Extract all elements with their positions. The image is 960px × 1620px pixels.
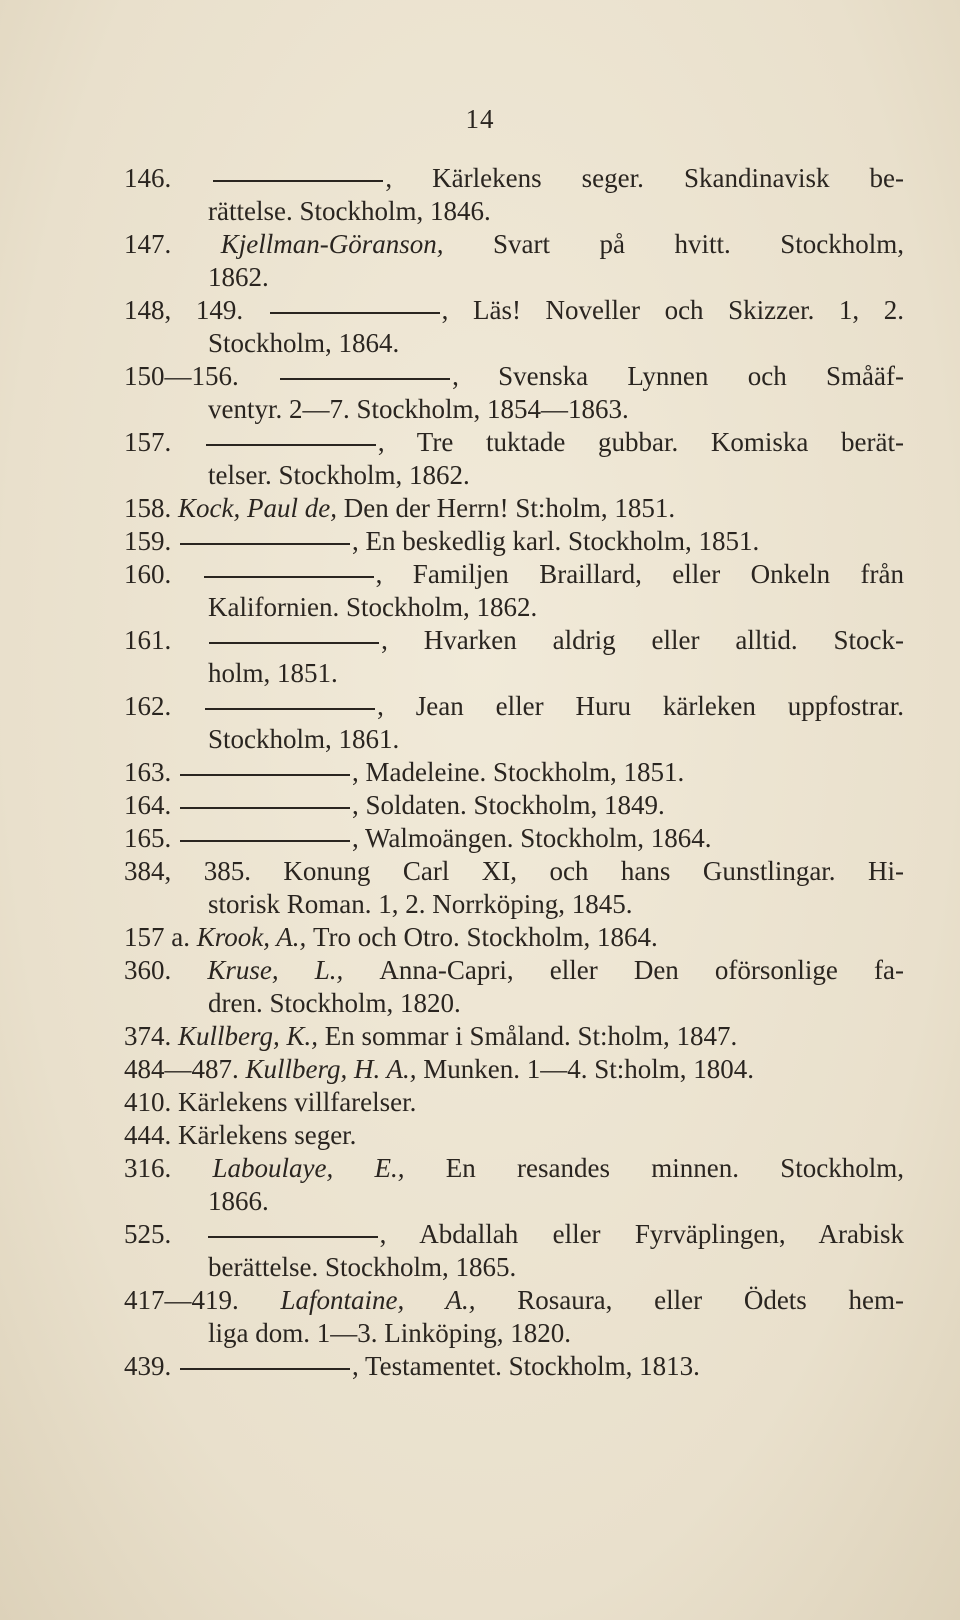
entry-author: Kullberg, H. A., [245, 1054, 424, 1084]
ditto-dash [180, 1368, 350, 1370]
entry-line [124, 657, 904, 690]
entry-text: , Soldaten. Stockholm, 1849. [352, 790, 665, 820]
ditto-dash [213, 180, 383, 182]
entry-text: Kärlekens villfarelser. [178, 1087, 417, 1117]
catalog-entry [124, 624, 904, 690]
page-number: 14 [465, 104, 495, 134]
catalog-entry [124, 855, 904, 921]
entry-line [124, 624, 904, 657]
entry-text: liga dom. 1—3. Linköping, 1820. [208, 1318, 571, 1348]
entry-text: Svart på hvitt. Stockholm, [493, 229, 904, 259]
entry-text: 1862. [208, 262, 269, 292]
entry-number: 159. [124, 526, 178, 556]
entry-number: 157 a. [124, 922, 197, 952]
entry-line [124, 921, 904, 954]
entry-line [124, 1152, 904, 1185]
ditto-dash [180, 807, 350, 809]
catalog-entry [124, 822, 904, 855]
entry-line [124, 690, 904, 723]
ditto-dash [204, 576, 374, 578]
entry-line [124, 162, 904, 195]
ditto-dash [180, 543, 350, 545]
catalog-entry [124, 1020, 904, 1053]
catalog-entry [124, 1350, 904, 1383]
entry-text: , Testamentet. Stockholm, 1813. [352, 1351, 700, 1381]
entry-text: Munken. 1—4. St:holm, 1804. [423, 1054, 755, 1084]
entry-number: 384, 385. [124, 856, 284, 886]
entry-text: , Läs! Noveller och Skizzer. 1, 2. [441, 295, 905, 325]
entry-text: , Jean eller Huru kärleken uppfostrar. [377, 691, 904, 721]
entry-line [124, 1317, 904, 1350]
catalog-entry [124, 921, 904, 954]
ditto-dash [180, 840, 350, 842]
entry-number: 417—419. [124, 1285, 281, 1315]
ditto-dash [206, 444, 376, 446]
entry-author: Kruse, L., [207, 955, 380, 985]
entry-text: Anna-Capri, eller Den oförsonlige fa- [379, 955, 904, 985]
entry-text: , Abdallah eller Fyrväplingen, Arabisk [379, 1219, 904, 1249]
entry-number: 158. [124, 493, 178, 523]
entry-line [124, 459, 904, 492]
entry-list [124, 162, 904, 1383]
catalog-entry [124, 954, 904, 1020]
entry-line [124, 1350, 904, 1383]
entry-line [124, 954, 904, 987]
entry-text: Stockholm, 1861. [208, 724, 400, 754]
entry-number: 148, 149. [124, 295, 268, 325]
entry-line [124, 558, 904, 591]
entry-text: Tro och Otro. Stockholm, 1864. [313, 922, 658, 952]
entry-author: Krook, A., [196, 922, 313, 952]
entry-author: Kjellman-Göranson, [220, 229, 493, 259]
entry-text: Kalifornien. Stockholm, 1862. [208, 592, 538, 622]
entry-text: ventyr. 2—7. Stockholm, 1854—1863. [208, 394, 629, 424]
ditto-dash [209, 642, 379, 644]
catalog-entry [124, 1152, 904, 1218]
entry-text: , Svenska Lynnen och Småäf- [452, 361, 904, 391]
catalog-entry [124, 1284, 904, 1350]
ditto-dash [280, 378, 450, 380]
entry-text: telser. Stockholm, 1862. [208, 460, 470, 490]
entry-number: 374. [124, 1021, 178, 1051]
entry-line [124, 1020, 904, 1053]
entry-number: 410. [124, 1087, 178, 1117]
entry-text: , Madeleine. Stockholm, 1851. [352, 757, 685, 787]
entry-line [124, 195, 904, 228]
entry-line [124, 360, 904, 393]
entry-number: 160. [124, 559, 202, 589]
entry-line [124, 1053, 904, 1086]
entry-line [124, 1119, 904, 1152]
entry-number: 360. [124, 955, 208, 985]
catalog-entry [124, 558, 904, 624]
catalog-entry [124, 789, 904, 822]
ditto-dash [205, 708, 375, 710]
entry-text: , Kärlekens seger. Skandinavisk be- [385, 163, 904, 193]
entry-text: dren. Stockholm, 1820. [208, 988, 461, 1018]
entry-line [124, 888, 904, 921]
entry-text: , Hvarken aldrig eller alltid. Stock- [381, 625, 905, 655]
entry-line [124, 591, 904, 624]
entry-author: Lafontaine, A., [280, 1285, 518, 1315]
catalog-entry [124, 1218, 904, 1284]
entry-number: 146. [124, 163, 212, 193]
entry-line [124, 1218, 904, 1251]
entry-number: 444. [124, 1120, 178, 1150]
entry-text: Den der Herrn! St:holm, 1851. [343, 493, 676, 523]
catalog-entry [124, 162, 904, 228]
entry-number: 165. [124, 823, 178, 853]
ditto-dash [208, 1236, 378, 1238]
catalog-entry [124, 492, 904, 525]
entry-text: En sommar i Småland. St:holm, 1847. [324, 1021, 738, 1051]
catalog-entry [124, 360, 904, 426]
entry-text: , Tre tuktade gubbar. Komiska berät- [377, 427, 904, 457]
catalog-entry [124, 525, 904, 558]
catalog-entry [124, 1053, 904, 1086]
entry-line [124, 492, 904, 525]
entry-number: 161. [124, 625, 208, 655]
entry-line [124, 393, 904, 426]
entry-text: Stockholm, 1864. [208, 328, 400, 358]
entry-number: 157. [124, 427, 204, 457]
entry-text: berättelse. Stockholm, 1865. [208, 1252, 517, 1282]
entry-text: Kärlekens seger. [178, 1120, 357, 1150]
entry-number: 439. [124, 1351, 178, 1381]
entry-text: storisk Roman. 1, 2. Norrköping, 1845. [208, 889, 633, 919]
catalog-entry [124, 1086, 904, 1119]
entry-line [124, 525, 904, 558]
entry-author: Kullberg, K., [178, 1021, 325, 1051]
entry-text: , En beskedlig karl. Stockholm, 1851. [352, 526, 760, 556]
catalog-entry [124, 690, 904, 756]
entry-line [124, 1185, 904, 1218]
catalog-entry [124, 1119, 904, 1152]
entry-line [124, 294, 904, 327]
entry-line [124, 1284, 904, 1317]
entry-line [124, 1086, 904, 1119]
entry-number: 147. [124, 229, 221, 259]
catalog-entry [124, 294, 904, 360]
entry-text: Rosaura, eller Ödets hem- [517, 1285, 905, 1315]
entry-line [124, 855, 904, 888]
entry-number: 316. [124, 1153, 213, 1183]
entry-line [124, 228, 904, 261]
entry-number: 164. [124, 790, 178, 820]
entry-number: 150—156. [124, 361, 279, 391]
entry-text: Konung Carl XI, och hans Gunstlingar. Hi- [283, 856, 904, 886]
entry-line [124, 789, 904, 822]
entry-text: 1866. [208, 1186, 269, 1216]
entry-text: , Familjen Braillard, eller Onkeln från [375, 559, 905, 589]
entry-line [124, 1251, 904, 1284]
entry-line [124, 822, 904, 855]
entry-line [124, 327, 904, 360]
catalog-entry [124, 756, 904, 789]
entry-line [124, 756, 904, 789]
entry-author: Laboulaye, E., [212, 1153, 446, 1183]
ditto-dash [270, 312, 440, 314]
entry-number: 163. [124, 757, 178, 787]
entry-text: holm, 1851. [208, 658, 338, 688]
entry-line [124, 723, 904, 756]
entry-text: rättelse. Stockholm, 1846. [208, 196, 491, 226]
entry-text: En resandes minnen. Stockholm, [445, 1153, 904, 1183]
entry-line [124, 987, 904, 1020]
catalog-entry [124, 426, 904, 492]
entry-text: , Walmoängen. Stockholm, 1864. [352, 823, 712, 853]
entry-author: Kock, Paul de, [178, 493, 344, 523]
entry-line [124, 261, 904, 294]
entry-number: 484—487. [124, 1054, 246, 1084]
entry-line [124, 426, 904, 459]
ditto-dash [180, 774, 350, 776]
entry-number: 162. [124, 691, 204, 721]
catalog-entry [124, 228, 904, 294]
entry-number: 525. [124, 1219, 206, 1249]
